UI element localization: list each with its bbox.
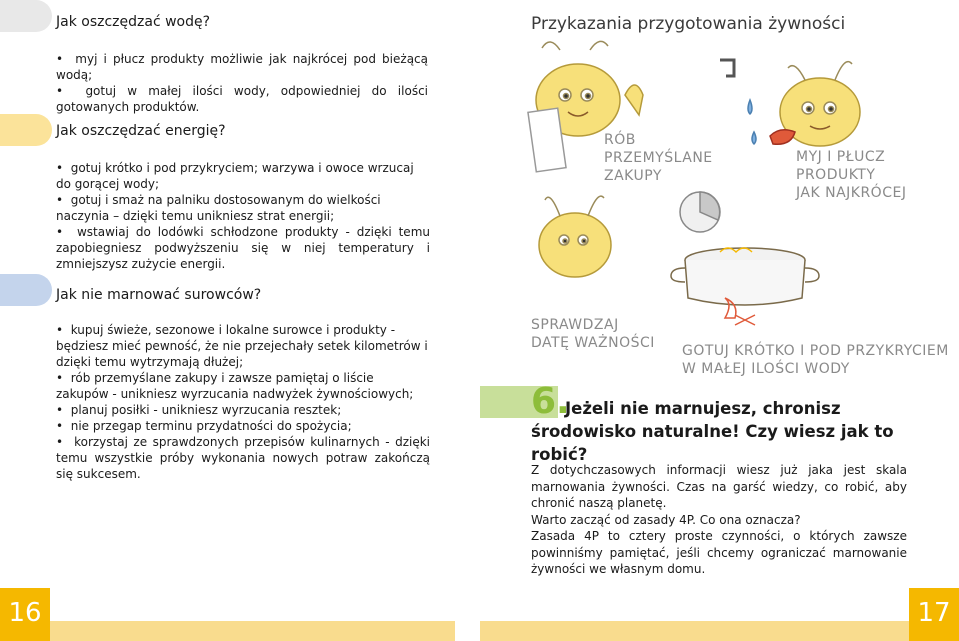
character-washing <box>720 60 860 146</box>
label-check-date <box>531 316 655 352</box>
list-item: • kupuj świeże, sezonowe i lokalne surowce i produkty - będziesz mieć pewność, że nie przejechały setek kilometrów i dzięki temu wytrzymają dłużej; <box>56 322 430 370</box>
intro-paragraph <box>531 462 907 578</box>
label-line: SPRAWDZAJ <box>531 317 619 333</box>
list-item: • gotuj w małej ilości wody, odpowiedniej do ilości gotowanych produktów. <box>56 83 428 115</box>
label-line: DATĘ WAŻNOŚCI <box>531 335 655 351</box>
paragraph-line: Warto zacząć od zasady 4P. Co ona oznacza? <box>531 512 801 527</box>
page-title: Przykazania przygotowania żywności <box>531 14 846 34</box>
section-tab-water <box>0 0 52 32</box>
label-line: RÓB <box>604 132 636 148</box>
label-plan-shopping <box>604 131 713 185</box>
section-tab-resources <box>0 274 52 306</box>
list-save-water <box>56 51 428 115</box>
footer-bar-right <box>480 621 910 641</box>
list-item: • planuj posiłki - unikniesz wyrzucania resztek; <box>56 402 430 418</box>
section-tab-energy <box>0 114 52 146</box>
label-line: JAK NAJKRÓCEJ <box>796 185 907 201</box>
paragraph-line: Z dotychczasowych informacji wiesz już jaka jest skala marnowania żywności. Czas na garść wiedzy, co robić, aby chronić naszą planetę. <box>531 463 907 510</box>
list-item: • myj i płucz produkty możliwie jak najkrócej pod bieżącą wodą; <box>56 51 428 83</box>
list-item: • gotuj krótko i pod przykryciem; warzywa i owoce wrzucaj do gorącej wody; <box>56 160 430 192</box>
list-item: • wstawiaj do lodówki schłodzone produkty - dzięki temu zapobiegniesz podwyższeniu się w niej temperatury i zmniejszysz zużycie energii. <box>56 224 430 272</box>
page-number-right: 17 <box>909 588 959 641</box>
footer-bar-left <box>50 621 455 641</box>
label-cook-short <box>682 342 949 378</box>
label-line: ZAKUPY <box>604 168 662 184</box>
section-heading: Jeżeli nie marnujesz, chronisz środowisko naturalne! Czy wiesz jak to robić? <box>531 399 894 464</box>
label-wash-quickly <box>796 148 906 202</box>
heading-save-water: Jak oszczędzać wodę? <box>56 14 211 30</box>
label-line: PRODUKTY <box>796 167 876 183</box>
page-number-left: 16 <box>0 588 50 641</box>
label-line: GOTUJ KRÓTKO I POD PRZYKRYCIEM <box>682 343 949 359</box>
cooking-pot <box>671 248 819 325</box>
section-number: 6. <box>531 381 570 422</box>
list-item: • nie przegap terminu przydatności do spożycia; <box>56 418 430 434</box>
heading-save-energy: Jak oszczędzać energię? <box>56 123 226 139</box>
label-line: PRZEMYŚLANE <box>604 150 713 166</box>
heading-resources: Jak nie marnować surowców? <box>56 287 262 303</box>
label-line: MYJ I PŁUCZ <box>796 149 886 165</box>
list-item: • korzystaj ze sprawdzonych przepisów kulinarnych - dzięki temu wszystkie próby wykonania nowych potraw zakończą się sukcesem. <box>56 434 430 482</box>
paragraph-line: Zasada 4P to cztery proste czynności, o których zawsze powinniśmy pamiętać, jeśli chcemy ograniczać marnowanie żywności we własnym domu. <box>531 529 907 576</box>
list-item: • gotuj i smaż na palniku dostosowanym do wielkości naczynia – dzięki temu unikniesz strat energii; <box>56 192 430 224</box>
label-line: W MAŁEJ ILOŚCI WODY <box>682 361 850 377</box>
list-item: • rób przemyślane zakupy i zawsze pamiętaj o liście zakupów - unikniesz wyrzucania nadwyżek żywnościowych; <box>56 370 430 402</box>
list-save-energy <box>56 160 430 272</box>
list-resources <box>56 322 430 482</box>
